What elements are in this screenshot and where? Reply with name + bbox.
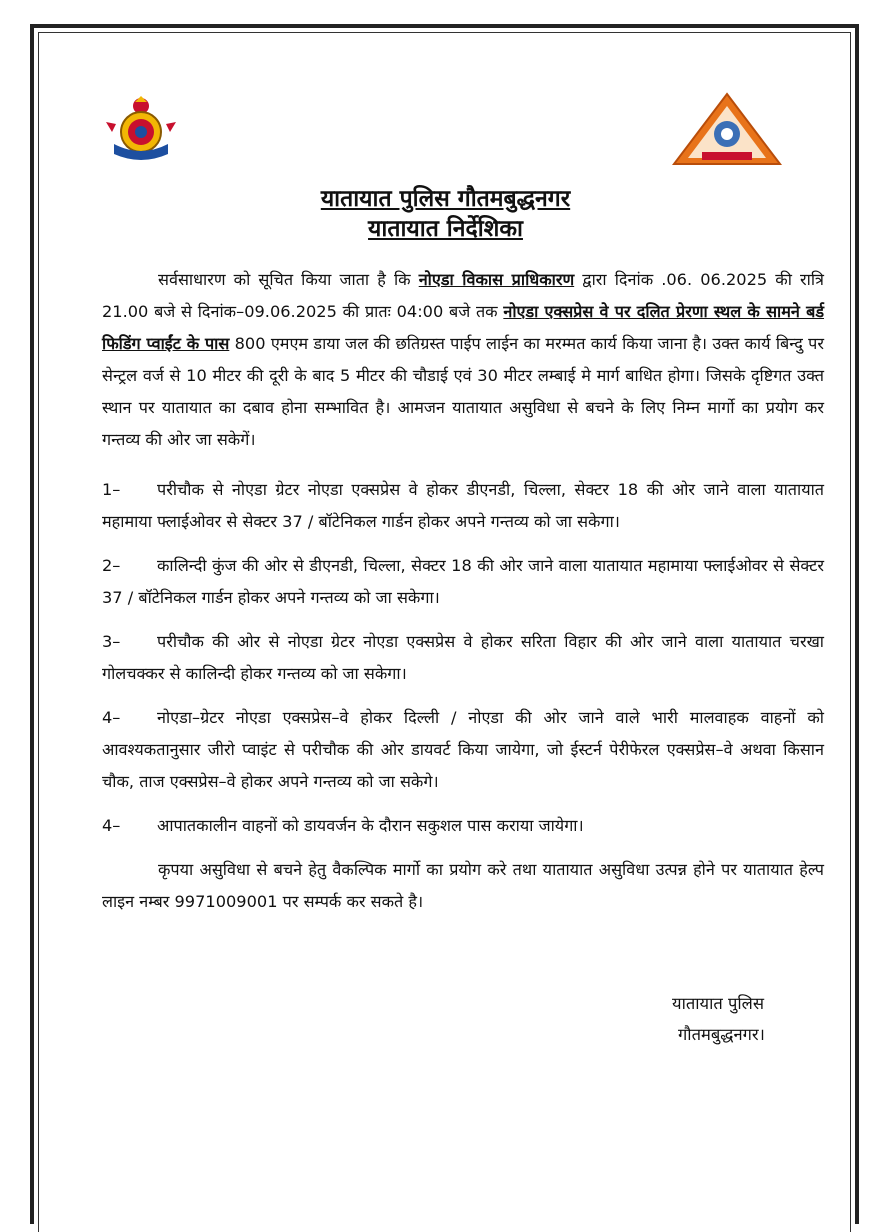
heading-subtitle: यातायात निर्देशिका [368,216,523,242]
up-police-emblem-logo [104,94,178,164]
list-item [102,550,824,614]
signature-line-2: गौतमबुद्धनगर। [678,1025,765,1044]
list-item [102,702,824,798]
item-text: कालिन्दी कुंज की ओर से डीएनडी, चिल्ला, सेक्टर 18 की ओर जाने वाला यातायात महामाया फ्लाईओवर से सेक्टर 37 / बॉटेनिकल गार्डन होकर अपने गन्तव्य को जा सकेगा। [102,556,824,607]
intro-authority: नोएडा विकास प्राधिकारण [418,270,575,289]
item-text: परीचौक से नोएडा ग्रेटर नोएडा एक्सप्रेस वे होकर डीएनडी, चिल्ला, सेक्टर 18 की ओर जाने वाला यातायात महामाया फ्लाईओवर से सेक्टर 37 / बॉटेनिकल गार्डन होकर अपने गन्तव्य को जा सकेगा। [102,480,824,531]
list-item [102,626,824,690]
item-number: 4– [102,708,121,727]
intro-text-2: द्वारा दिनांक .06. 06.2025 की रात्रि 21.00 बजे से दिनांक–09.06.2025 की प्रातः 04:00 बजे तक [102,270,824,321]
intro-location: नोएडा एक्सप्रेस वे पर दलित प्रेरणा स्थल के सामने बर्ड फिडिंग प्वाईंट के पास [102,302,825,353]
item-text: आपातकालीन वाहनों को डायवर्जन के दौरान सकुशल पास कराया जायेगा। [157,816,584,835]
item-text: परीचौक की ओर से नोएडा ग्रेटर नोएडा एक्सप्रेस वे होकर सरिता विहार की ओर जाने वाला यातायात चरखा गोलचक्कर से कालिन्दी होकर गन्तव्य को जा सकेगा। [102,632,824,683]
closing-paragraph: कृपया असुविधा से बचने हेतु वैकल्पिक मार्गो का प्रयोग करे तथा यातायात असुविधा उत्पन्न होने पर यातायात हेल्प लाइन नम्बर 9971009001 पर सम्पर्क कर सकते है। [102,860,824,911]
intro-text-1: सर्वसाधारण को सूचित किया जाता है कि [158,270,419,289]
item-text: नोएडा–ग्रेटर नोएडा एक्सप्रेस–वे होकर दिल्ली / नोएडा की ओर जाने वाले भारी मालवाहक वाहनों को आवश्यकतानुसार जीरो प्वाइंट से परीचौक की ओर डायवर्ट किया जायेगा, जो ईस्टर्न पेरीफेरल एक्सप्रेस–वे अथवा किसान चौक, ताज एक्सप्रेस–वे होकर अपने गन्तव्य को जा सकेगे। [102,708,824,791]
intro-text-3: 800 एमएम डाया जल की छतिग्रस्त पाईप लाईन का मरम्मत कार्य किया जाना है। उक्त कार्य बिन्दु पर सेन्ट्रल वर्ज से 10 मीटर की दूरी के बाद 5 मीटर की चौडाई एवं 30 मीटर लम्बाई मे मार्ग बाधित होगा। जिसके दृष्टिगत उक्त स्थान पर यातायात का दबाव होना सम्भावित है। आमजन यातायात असुविधा से बचने के लिए निम्न मार्गो का प्रयोग कर गन्तव्य की ओर जा सकेगें। [102,334,824,449]
item-number: 3– [102,632,121,651]
item-number: 2– [102,556,121,575]
traffic-police-logo [672,92,782,166]
signature-block [672,988,765,1050]
signature-line-1: यातायात पुलिस [672,994,765,1013]
heading-title: यातायात पुलिस गौतमबुद्धनगर [320,186,571,212]
item-number: 4– [102,816,121,835]
list-item [102,810,824,842]
item-number: 1– [102,480,121,499]
intro-paragraph [102,264,824,456]
notice-heading [60,184,831,244]
list-item [102,474,824,538]
notice-body [102,264,824,918]
